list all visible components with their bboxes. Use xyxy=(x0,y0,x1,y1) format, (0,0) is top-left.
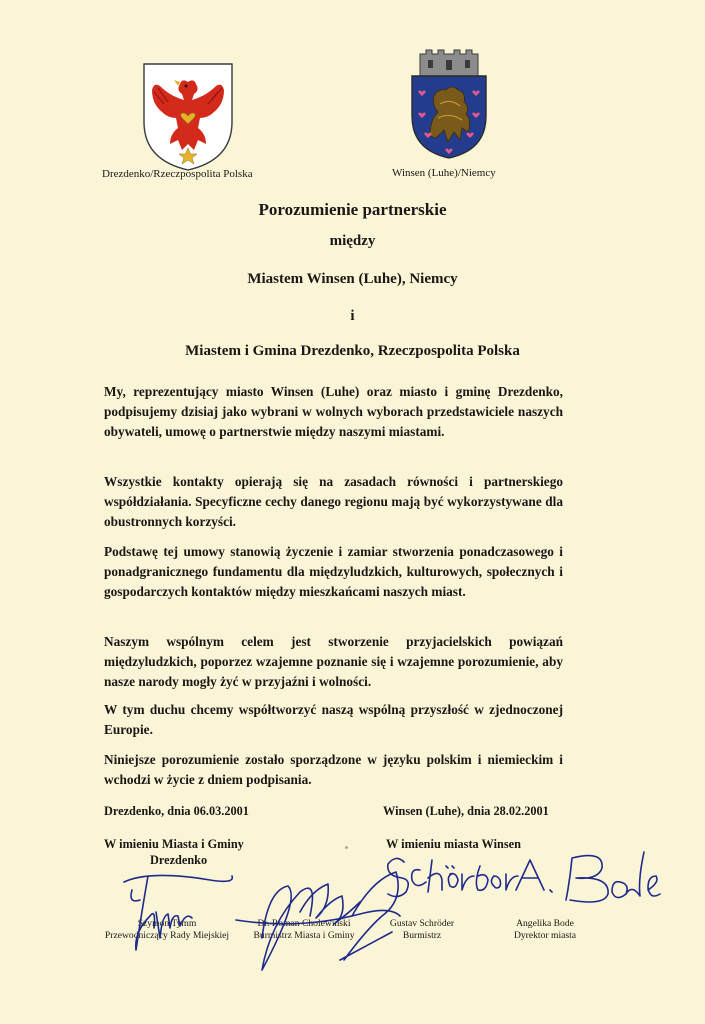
date-drezdenko: Drezdenko, dnia 06.03.2001 xyxy=(104,804,249,818)
signatory-name: Dr. Roman Cholewiński xyxy=(257,918,351,929)
signatory-3 xyxy=(372,918,472,942)
signatory-2 xyxy=(236,918,372,942)
drezdenko-coat-of-arms xyxy=(140,60,236,172)
left-crest-caption: Drezdenko/Rzeczpospolita Polska xyxy=(102,168,253,180)
signatory-name: Gustav Schröder xyxy=(389,918,455,929)
signatory-4 xyxy=(490,918,600,942)
paragraph: Naszym wspólnym celem jest stworzenie przyjacielskich powiązań międzyludzkich, poporzez wzajemne poznanie się i wzajemne porozumienie, aby nasze narody mogły żyć w przyjaźni i wolności. xyxy=(104,634,563,689)
signatory-role: Przewodniczący Rady Miejskiej xyxy=(104,930,230,941)
paragraph: My, reprezentujący miasto Winsen (Luhe) oraz miasto i gminę Drezdenko, podpisujemy dzisiaj jako wybrani w wolnych wyborach przedstawiciele naszych obywateli, umowę o partnerstwie między naszymi miastami. xyxy=(104,384,563,439)
on-behalf-drezdenko: W imieniu Miasta i Gminy xyxy=(104,837,244,851)
on-behalf-drezdenko-town: Drezdenko xyxy=(150,853,208,867)
paragraph: W tym duchu chcemy współtworzyć naszą wspólną przyszłość w zjednoczonej Europie. xyxy=(104,702,563,737)
paragraph: Wszystkie kontakty opierają się na zasadach równości i partnerskiego współdziałania. Specyficzne cechy danego regionu mają być wykorzystywane dla obustronnych korzyści. xyxy=(104,474,563,529)
title-and: i xyxy=(350,308,355,324)
paragraph: Niniejsze porozumienie zostało sporządzone w języku polskim i niemieckim i wchodzi w życie z dniem podpisania. xyxy=(104,752,563,787)
signatory-role: Burmistrz Miasta i Gminy xyxy=(253,930,355,941)
signatory-1 xyxy=(102,918,232,942)
winsen-coat-of-arms xyxy=(408,46,490,160)
ink-dot xyxy=(345,846,348,849)
document-title: Porozumienie partnerskie xyxy=(258,200,447,219)
date-winsen: Winsen (Luhe), dnia 28.02.2001 xyxy=(383,804,549,818)
title-between: między xyxy=(329,233,376,249)
title-party-winsen: Miastem Winsen (Luhe), Niemcy xyxy=(247,271,458,287)
signatory-name: Szymon Tymm xyxy=(137,918,197,929)
signatory-role: Burmistrz xyxy=(402,930,442,941)
title-party-drezdenko: Miastem i Gmina Drezdenko, Rzeczpospolita Polska xyxy=(185,343,520,359)
paragraph: Podstawę tej umowy stanowią życzenie i zamiar stworzenia ponadczasowego i ponadgranicznego fundamentu dla międzyludzkich, kulturowych, społecznych i gospodarczych kontaktów między mieszkańcami naszych miast. xyxy=(104,544,563,599)
right-crest-caption: Winsen (Luhe)/Niemcy xyxy=(392,167,496,179)
signatory-role: Dyrektor miasta xyxy=(513,930,577,941)
on-behalf-winsen: W imieniu miasta Winsen xyxy=(386,837,521,851)
signatory-name: Angelika Bode xyxy=(516,918,574,929)
